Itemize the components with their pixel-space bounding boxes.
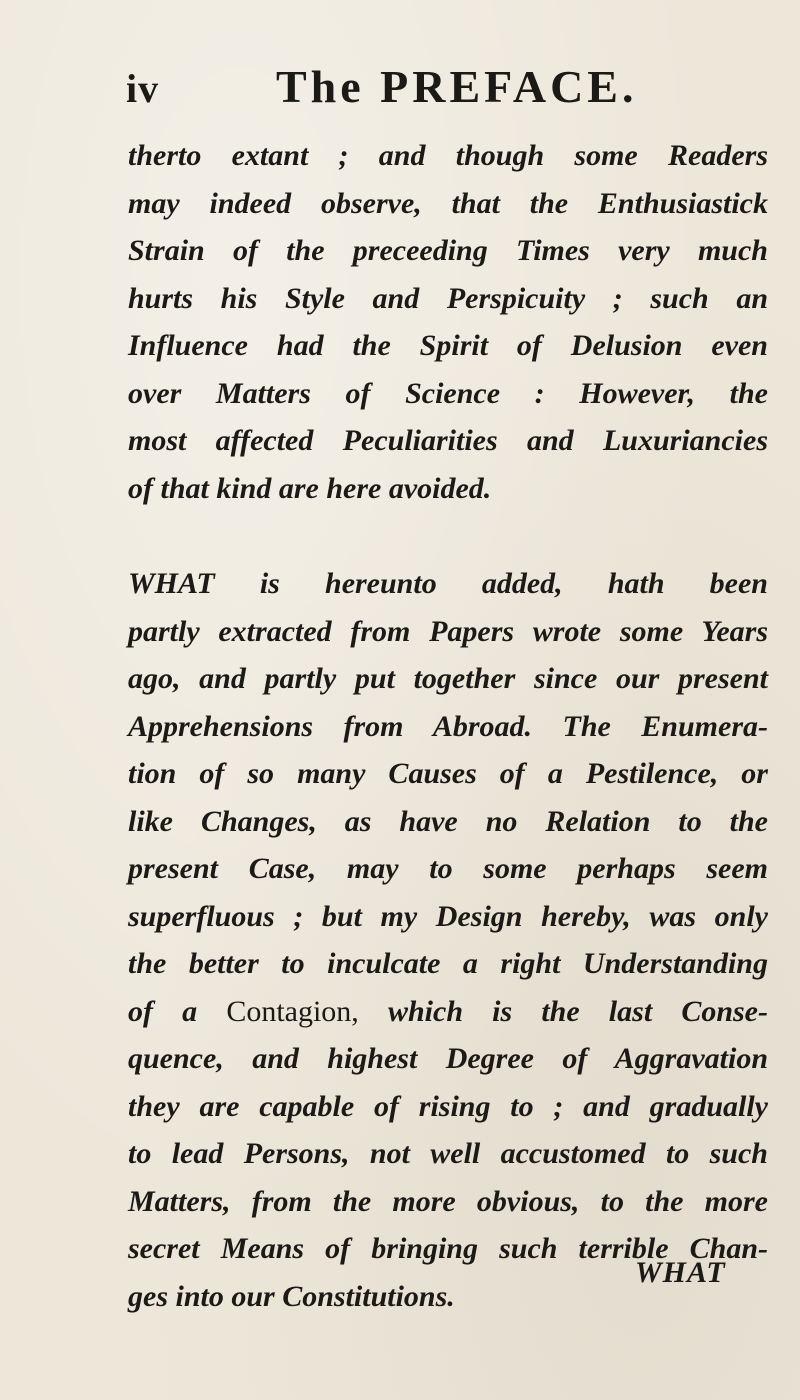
text-line: like Changes, as have no Relation to the bbox=[128, 804, 768, 838]
running-head bbox=[128, 60, 760, 126]
text-line: over Matters of Science : However, the bbox=[128, 376, 768, 410]
text-line: Apprehensions from Abroad. The Enumera- bbox=[128, 709, 768, 743]
text-line: of that kind are here avoided. bbox=[128, 471, 492, 505]
text-line: present Case, may to some perhaps seem bbox=[128, 852, 768, 885]
text-line: quence, and highest Degree of Aggravation bbox=[128, 1042, 768, 1075]
text-line: WHAT is hereunto added, hath been bbox=[128, 567, 768, 600]
running-title: The PREFACE. bbox=[276, 61, 638, 112]
text-line: to lead Persons, not well accustomed to such bbox=[128, 1137, 768, 1170]
text-line: therto extant ; and though some Readers bbox=[128, 139, 768, 172]
roman-word: Contagion, bbox=[226, 994, 359, 1028]
body-text bbox=[128, 132, 768, 1320]
text-fragment: of a bbox=[128, 994, 227, 1028]
text-line: partly extracted from Papers wrote some Years bbox=[128, 614, 768, 648]
text-line: ges into our Constitutions. bbox=[128, 1279, 455, 1313]
paragraph-2 bbox=[128, 560, 768, 1320]
paragraph-1 bbox=[128, 132, 768, 512]
text-line: superfluous ; but my Design hereby, was only bbox=[128, 899, 768, 933]
text-line: ago, and partly put together since our present bbox=[128, 662, 768, 695]
text-line: most affected Peculiarities and Luxuriancies bbox=[128, 424, 768, 457]
text-line: Strain of the preceeding Times very much bbox=[128, 234, 768, 267]
page-number: iv bbox=[126, 66, 160, 111]
text-line: the better to inculcate a right Understanding bbox=[128, 947, 768, 980]
text-line-mixed bbox=[128, 988, 768, 1036]
text-line: secret Means of bringing such terrible Chan- bbox=[128, 1232, 768, 1265]
paragraph-gap bbox=[128, 512, 768, 560]
text-line: they are capable of rising to ; and gradually bbox=[128, 1089, 768, 1123]
catchword: WHAT bbox=[635, 1256, 726, 1289]
text-line: hurts his Style and Perspicuity ; such an bbox=[128, 281, 768, 315]
text-line: Influence had the Spirit of Delusion even bbox=[128, 329, 768, 362]
text-line: may indeed observe, that the Enthusiastick bbox=[128, 186, 768, 220]
text-fragment: which is the last Conse- bbox=[358, 994, 768, 1028]
text-line: tion of so many Causes of a Pestilence, or bbox=[128, 757, 768, 790]
text-line: Matters, from the more obvious, to the more bbox=[128, 1184, 768, 1218]
